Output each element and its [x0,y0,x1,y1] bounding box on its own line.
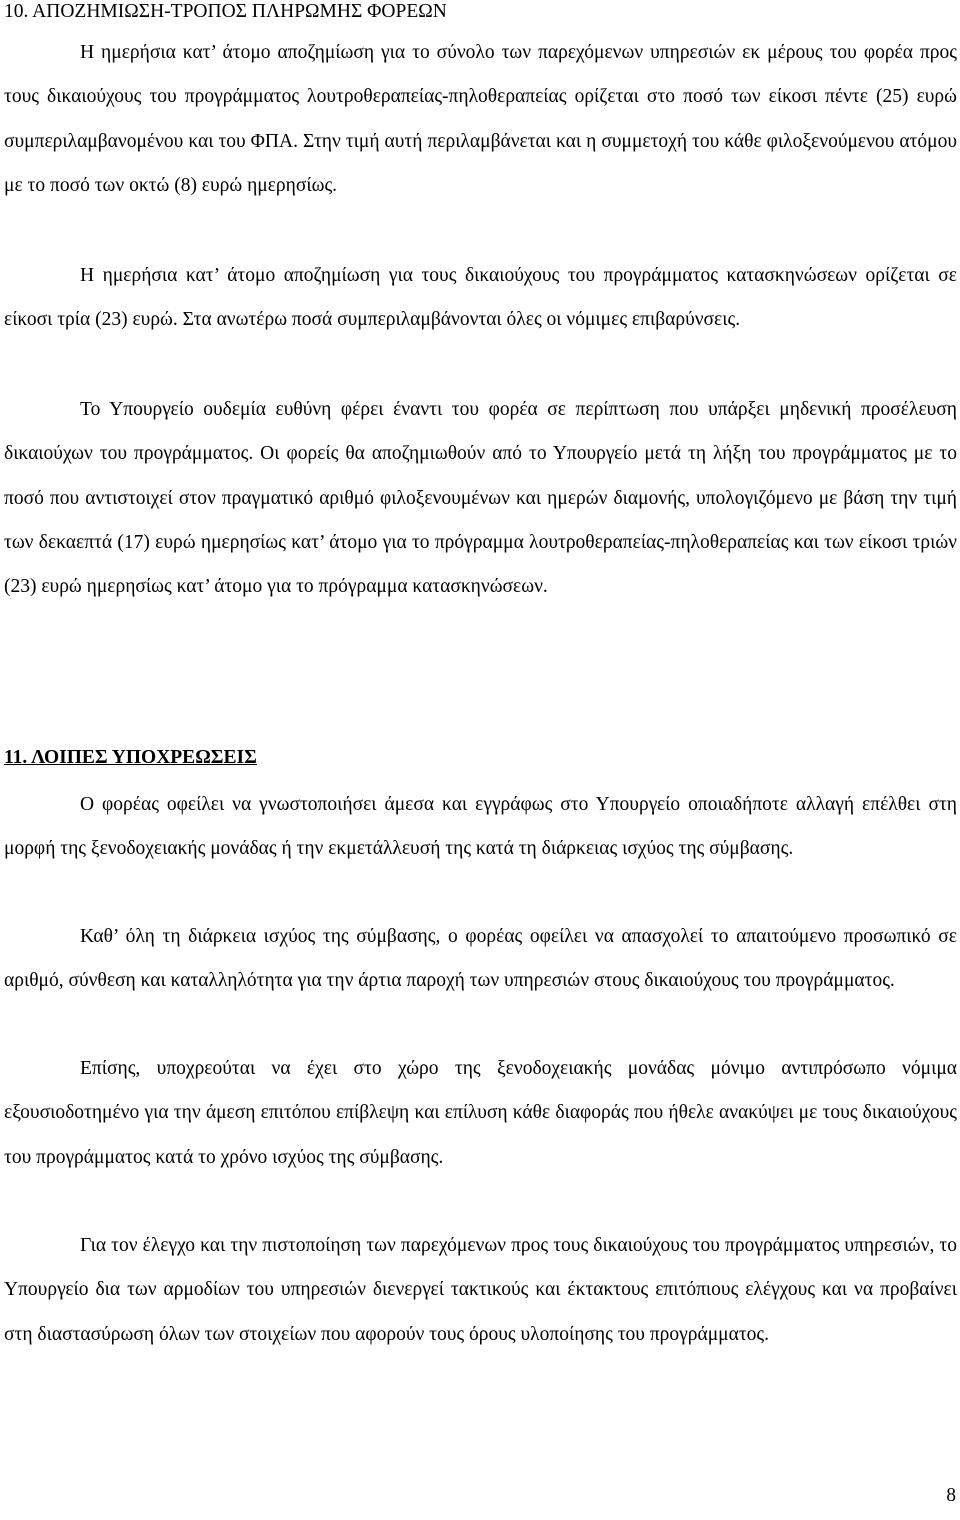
section-11-heading: 11. ΛΟΙΠΕΣ ΥΠΟΧΡΕΩΣΕΙΣ [4,747,257,768]
page-number: 8 [946,1485,956,1506]
section-11-paragraph-4: Για τον έλεγχο και την πιστοποίηση των παρεχόμενων προς τους δικαιούχους του προγράμματος υπηρεσιών, το Υπουργείο δια των αρμοδίων του υπηρεσιών διενεργεί τακτικούς και έκτακτους επιτόπιους ελέγχους και να προβαίνει στη διαστασύρωση όλων των στοιχείων που αφορούν τους όρους υλοποίησης του προγράμματος. [4,1235,957,1345]
section-10-paragraph-3: Το Υπουργείο ουδεμία ευθύνη φέρει έναντι του φορέα σε περίπτωση που υπάρξει μηδενική προσέλευση δικαιούχων του προγράμματος. Οι φορείς θα αποζημιωθούν από το Υπουργείο μετά τη λήξη του προγράμματος με το ποσό που αντιστοιχεί στον πραγματικό αριθμό φιλοξενουμένων και ημερών διαμονής, υπολογιζόμενο με βάση την τιμή των δεκαεπτά (17) ευρώ ημερησίως κατ’ άτομο για το πρόγραμμα λουτροθεραπείας-πηλοθεραπείας και των είκοσι τριών (23) ευρώ ημερησίως κατ’ άτομο για το πρόγραμμα κατασκηνώσεων. [4,399,957,598]
section-10-paragraph-2: Η ημερήσια κατ’ άτομο αποζημίωση για τους δικαιούχους του προγράμματος κατασκηνώσεων ορίζεται σε είκοσι τρία (23) ευρώ. Στα ανωτέρω ποσά συμπεριλαμβάνονται όλες οι νόμιμες επιβαρύνσεις. [4,265,957,331]
section-11-paragraph-2: Καθ’ όλη τη διάρκεια ισχύος της σύμβασης, ο φορέας οφείλει να απασχολεί το απαιτούμενο προσωπικό σε αριθμό, σύνθεση και καταλληλότητα για την άρτια παροχή των υπηρεσιών στους δικαιούχους του προγράμματος. [4,926,957,992]
section-11-paragraph-1: Ο φορέας οφείλει να γνωστοποιήσει άμεσα και εγγράφως στο Υπουργείο οποιαδήποτε αλλαγή επέλθει στη μορφή της ξενοδοχειακής μονάδας ή την εκμετάλλευσή της κατά τη διάρκειας ισχύος της σύμβασης. [4,794,957,860]
section-11-paragraph-3: Επίσης, υποχρεούται να έχει στο χώρο της ξενοδοχειακής μονάδας μόνιμο αντιπρόσωπο νόμιμα εξουσιοδοτημένο για την άμεση επιτόπου επίβλεψη και επίλυση κάθε διαφοράς που ήθελε ανακύψει με τους δικαιούχους του προγράμματος κατά το χρόνο ισχύος της σύμβασης. [4,1058,957,1168]
section-10-paragraph-1: Η ημερήσια κατ’ άτομο αποζημίωση για το σύνολο των παρεχόμενων υπηρεσιών εκ μέρους του φορέα προς τους δικαιούχους του προγράμματος λουτροθεραπείας-πηλοθεραπείας ορίζεται στο ποσό των είκοσι πέντε (25) ευρώ συμπεριλαμβανομένου και του ΦΠΑ. Στην τιμή αυτή περιλαμβάνεται και η συμμετοχή του κάθε φιλοξενούμενου ατόμου με το ποσό των οκτώ (8) ευρώ ημερησίως. [4,42,957,196]
section-10-heading: 10. ΑΠΟΖΗΜΙΩΣΗ-ΤΡΟΠΟΣ ΠΛΗΡΩΜΗΣ ΦΟΡΕΩΝ [4,1,447,22]
